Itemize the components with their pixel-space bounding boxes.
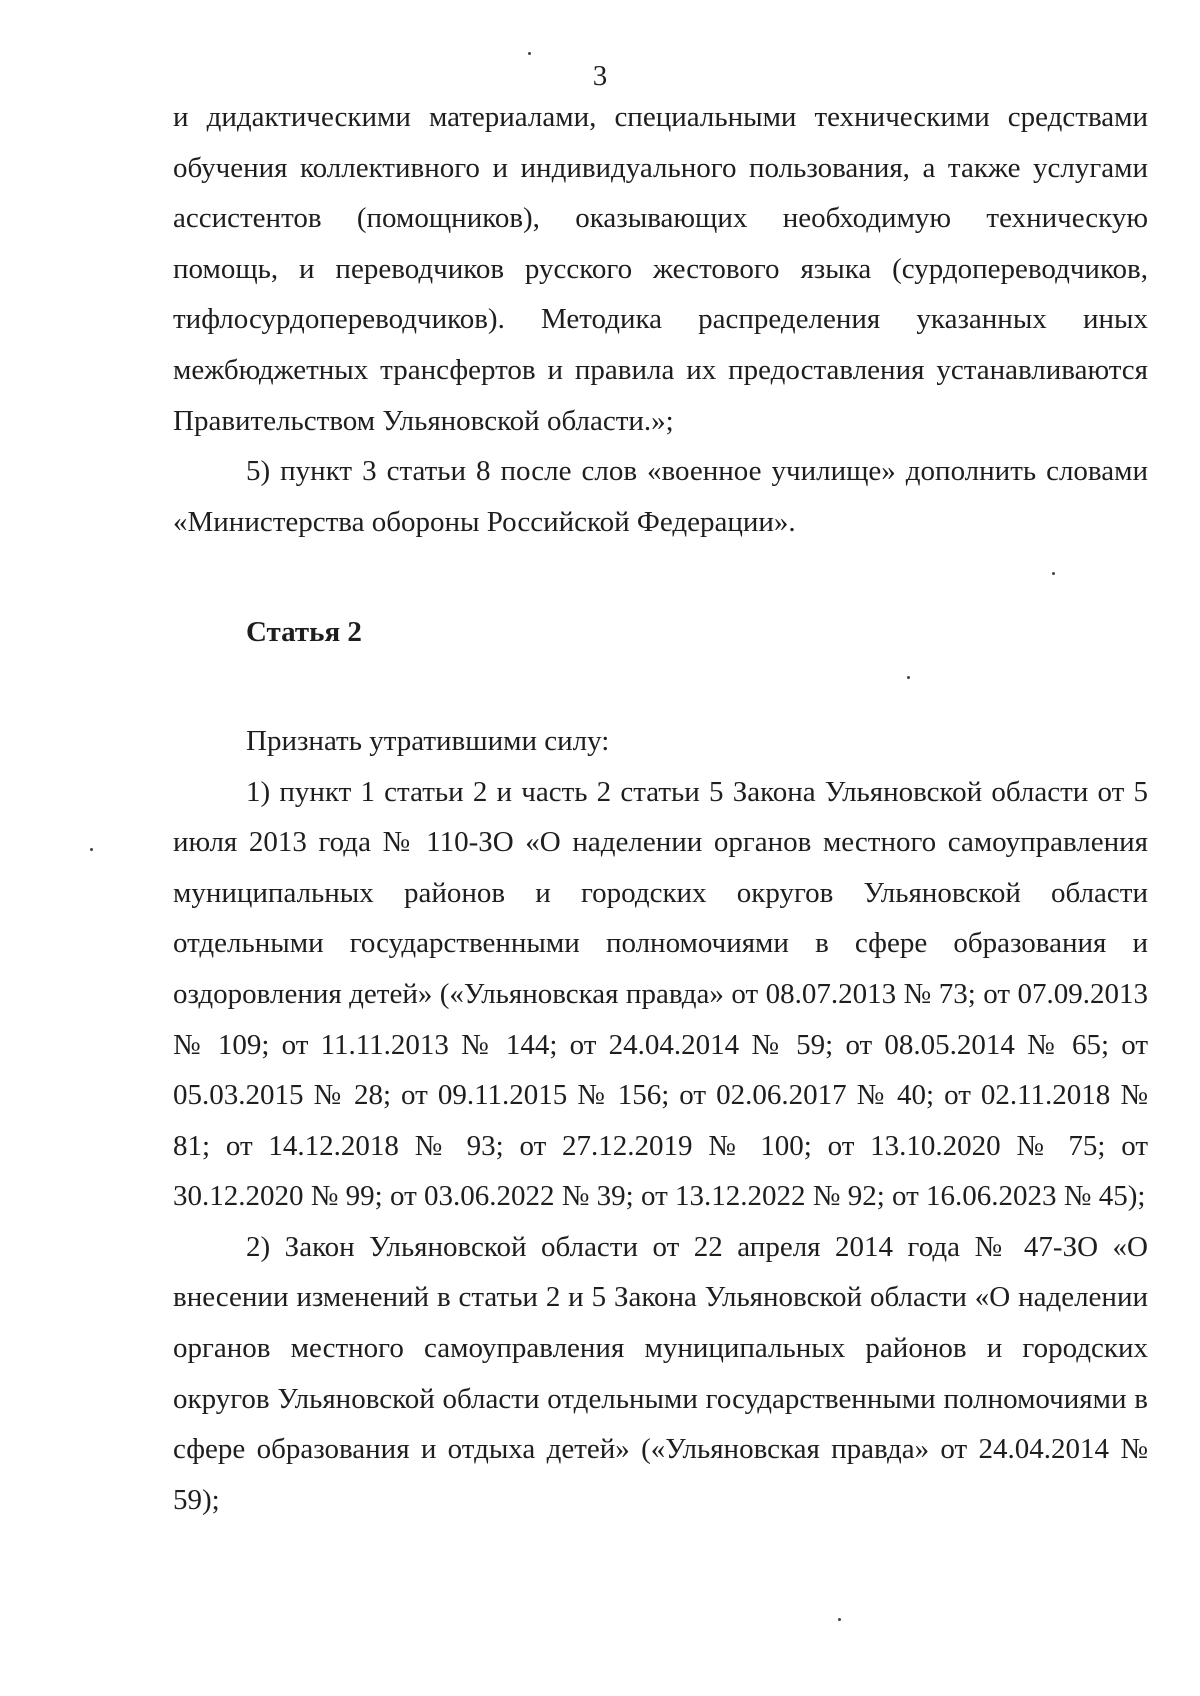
document-body	[173, 92, 1148, 1525]
scan-speck	[528, 52, 531, 55]
scan-speck	[907, 676, 910, 679]
paragraph-item-5: 5) пункт 3 статьи 8 после слов «военное училище» дополнить словами «Министерства обороны Российской Федерации».	[173, 455, 1148, 538]
scan-speck	[90, 848, 93, 851]
paragraph-repeal-item-1: 1) пункт 1 статьи 2 и часть 2 статьи 5 Закона Ульяновской области от 5 июля 2013 года № 110-ЗО «О наделении органов местного самоуправления муниципальных районов и городских округов Ульяновской области отдельными государственными полномочиями в сфере образования и оздоровления детей» («Ульяновская правда» от 08.07.2013 № 73; от 07.09.2013 № 109; от 11.11.2013 № 144; от 24.04.2014 № 59; от 08.05.2014 № 65; от 05.03.2015 № 28; от 09.11.2015 № 156; от 02.06.2017 № 40; от 02.11.2018 № 81; от 14.12.2018 № 93; от 27.12.2019 № 100; от 13.10.2020 № 75; от 30.12.2020 № 99; от 03.06.2022 № 39; от 13.12.2022 № 92; от 16.06.2023 № 45);	[173, 775, 1148, 1213]
paragraph-continuation: и дидактическими материалами, специальными техническими средствами обучения коллективного и индивидуального пользования, а также услугами ассистентов (помощников), оказывающих необходимую техническую помощь, и переводчиков русского жестового языка (сурдопереводчиков, тифлосурдопереводчиков). Методика распределения указанных иных межбюджетных трансфертов и правила их предоставления устанавливаются Правительством Ульяновской области.»;	[173, 101, 1148, 437]
scan-speck	[838, 1618, 841, 1621]
scan-speck	[1052, 572, 1055, 575]
paragraph-repeal-intro: Признать утратившими силу:	[246, 724, 610, 757]
page-number: 3	[592, 60, 608, 92]
article-heading: Статья 2	[246, 616, 362, 649]
paragraph-repeal-item-2: 2) Закон Ульяновской области от 22 апреля 2014 года № 47-ЗО «О внесении изменений в статьи 2 и 5 Закона Ульяновской области «О наделении органов местного самоуправления муниципальных районов и городских округов Ульяновской области отдельными государственными полномочиями в сфере образования и отдыха детей» («Ульяновская правда» от 24.04.2014 № 59);	[173, 1230, 1148, 1516]
